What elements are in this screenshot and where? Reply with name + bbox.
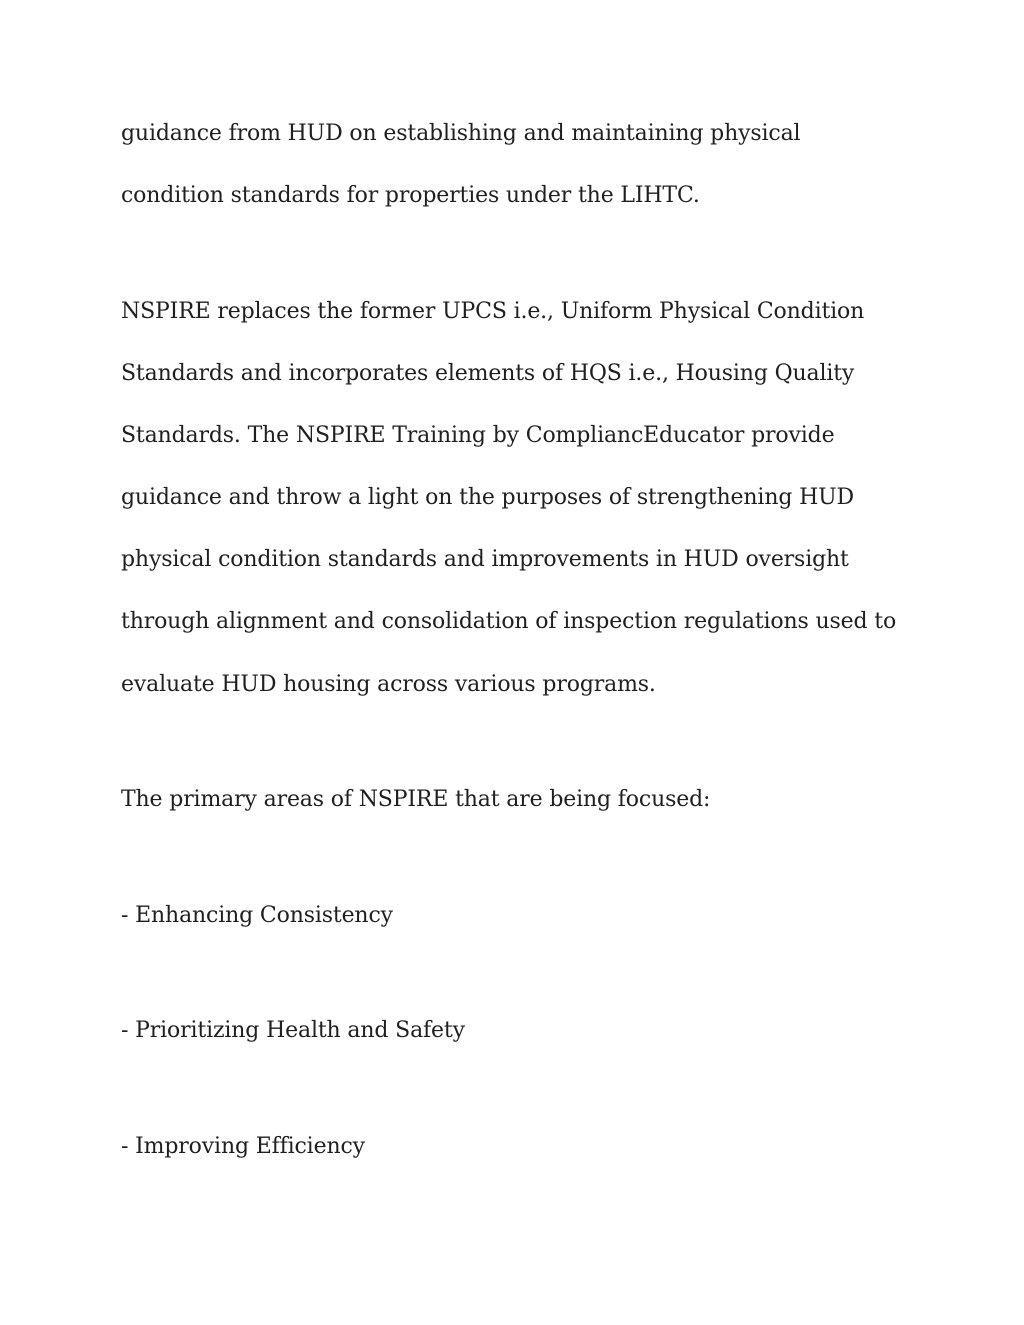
- paragraph-line: Standards and incorporates elements of HQS i.e., Housing Quality: [121, 361, 855, 386]
- paragraph-line: guidance and throw a light on the purposes of strengthening HUD: [121, 485, 855, 510]
- paragraph-line: condition standards for properties under the LIHTC.: [121, 183, 700, 208]
- list-item: - Improving Efficiency: [121, 1134, 365, 1159]
- paragraph-primary-areas: The primary areas of NSPIRE that are being focused:: [121, 787, 711, 812]
- list-item: - Enhancing Consistency: [121, 903, 393, 928]
- paragraph-line: guidance from HUD on establishing and maintaining physical: [121, 121, 801, 146]
- paragraph-line: evaluate HUD housing across various programs.: [121, 672, 656, 697]
- paragraph-line: through alignment and consolidation of inspection regulations used to: [121, 609, 897, 634]
- paragraph-line: Standards. The NSPIRE Training by CompliancEducator provide: [121, 423, 835, 448]
- list-item: - Prioritizing Health and Safety: [121, 1018, 465, 1043]
- paragraph-line: physical condition standards and improvements in HUD oversight: [121, 547, 849, 572]
- paragraph-line: NSPIRE replaces the former UPCS i.e., Uniform Physical Condition: [121, 299, 865, 324]
